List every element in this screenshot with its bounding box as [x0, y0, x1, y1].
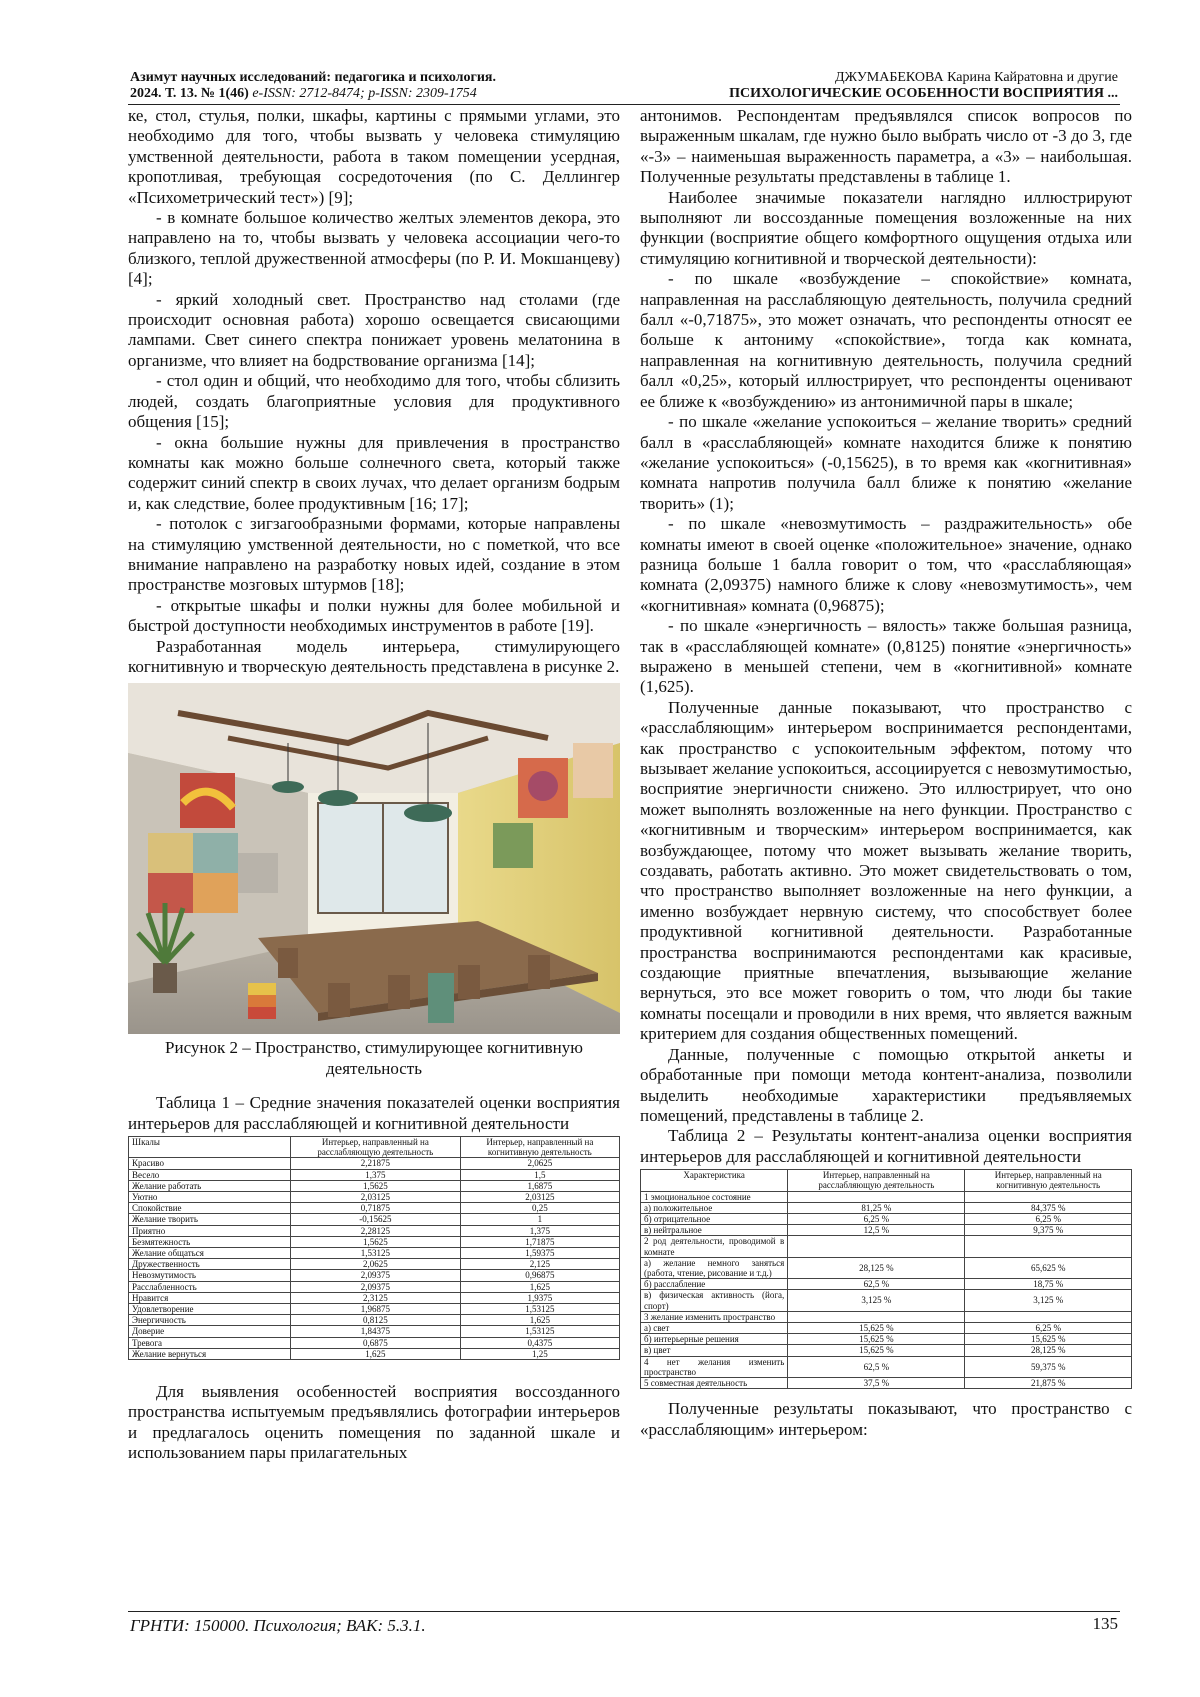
- article-header: [729, 70, 1118, 102]
- table-cell: 1,25: [460, 1348, 619, 1359]
- table-cell: 2,09375: [291, 1281, 461, 1292]
- table-row: [641, 1236, 1132, 1257]
- table-cell: 6,25 %: [965, 1322, 1132, 1333]
- table-cell: 1,53125: [291, 1248, 461, 1259]
- table-row: [129, 1281, 620, 1292]
- table-cell: 62,5 %: [788, 1356, 965, 1377]
- table-row: [129, 1158, 620, 1169]
- table-cell: 2,03125: [291, 1192, 461, 1203]
- table-cell: 1,625: [291, 1348, 461, 1359]
- table-cell: 0,25: [460, 1203, 619, 1214]
- table-row-label: Нравится: [129, 1292, 291, 1303]
- journal-issue-number: 2024. Т. 13. № 1(46): [130, 86, 249, 101]
- paragraph: Для выявления особенностей восприятия воссозданного пространства испытуемым предъявлялись фотографии интерьеров и предлагалось оценить помещения по заданной шкале и использованием пары прилагательных: [128, 1382, 620, 1463]
- table-cell: 84,375 %: [965, 1202, 1132, 1213]
- table-row-label: Желание работать: [129, 1180, 291, 1191]
- table-row-label: Уютно: [129, 1192, 291, 1203]
- paragraph: - по шкале «возбуждение – спокойствие» комната, направленная на расслабляющую деятельность, получила средний балл «-0,71875», это может означать, что респонденты относят ее больше к антониму «спокойствие», тогда как комната, направленная на когнитивную деятельность, получила средний балл «0,25», который иллюстрирует, что респонденты оценивают ее ближе к «возбуждению» из антонимичной пары в шкале;: [640, 269, 1132, 411]
- table-row-label: 4 нет желания изменить пространство: [641, 1356, 788, 1377]
- table-cell: 1: [460, 1214, 619, 1225]
- table-row-label: Безмятежность: [129, 1236, 291, 1247]
- paragraph: ке, стол, стулья, полки, шкафы, картины с прямыми углами, это необходимо для того, чтобы вызвать у человека стимуляцию умственной деятельности, работа в таком помещении усердная, кропотливая, требующая сосредоточения (по С. Деллингер «Психометрический тест») [9];: [128, 106, 620, 207]
- table-row-label: Желание творить: [129, 1214, 291, 1225]
- footer-divider: [128, 1611, 1120, 1612]
- article-running-title: ПСИХОЛОГИЧЕСКИЕ ОСОБЕННОСТИ ВОСПРИЯТИЯ ...: [729, 86, 1118, 101]
- table-header: Шкалы: [129, 1137, 291, 1158]
- table-row-label: Приятно: [129, 1225, 291, 1236]
- table-cell: 1,71875: [460, 1236, 619, 1247]
- table-row: [129, 1315, 620, 1326]
- table-row: [129, 1337, 620, 1348]
- table-row-label: 5 совместная деятельность: [641, 1377, 788, 1388]
- table-cell: 1,96875: [291, 1304, 461, 1315]
- table-row: [129, 1180, 620, 1191]
- table-row-label: Дружественность: [129, 1259, 291, 1270]
- journal-issn: e-ISSN: 2712-8474; p-ISSN: 2309-1754: [248, 86, 477, 101]
- table-header-row: [641, 1170, 1132, 1191]
- table1-caption: Таблица 1 – Средние значения показателей оценки восприятия интерьеров для расслабляющей и когнитивной деятельности: [128, 1093, 620, 1133]
- table-cell: 1,84375: [291, 1326, 461, 1337]
- table-cell: 2,0625: [291, 1259, 461, 1270]
- author-rest: Карина Кайратовна и другие: [943, 70, 1118, 85]
- table-row-label: Спокойствие: [129, 1203, 291, 1214]
- table-cell: 81,25 %: [788, 1202, 965, 1213]
- table-row-label: б) расслабление: [641, 1279, 788, 1290]
- table-row-label: б) интерьерные решения: [641, 1334, 788, 1345]
- table-cell: 1,625: [460, 1315, 619, 1326]
- table-cell: 15,625 %: [788, 1345, 965, 1356]
- table-row-label: а) положительное: [641, 1202, 788, 1213]
- table-cell: 3,125 %: [788, 1290, 965, 1311]
- journal-issue: [130, 86, 496, 102]
- table-row: [129, 1292, 620, 1303]
- article-authors: [729, 70, 1118, 86]
- table-header: Интерьер, направленный на когнитивную деятельность: [460, 1137, 619, 1158]
- table-cell: 0,71875: [291, 1203, 461, 1214]
- paragraph: - по шкале «желание успокоиться – желание творить» средний балл в «расслабляющей» комнате находится ближе к понятию «желание успокоиться» (-0,15625), в то время как «когнитивная» комната напротив получила балл ближе к понятию «желание творить» (1);: [640, 412, 1132, 513]
- paragraph: Полученные результаты показывают, что пространство с «расслабляющим» интерьером:: [640, 1399, 1132, 1439]
- table-cell: 12,5 %: [788, 1225, 965, 1236]
- table-cell: 15,625 %: [788, 1334, 965, 1345]
- table-cell: 1,625: [460, 1281, 619, 1292]
- table-cell: 37,5 %: [788, 1377, 965, 1388]
- table-cell: 2,03125: [460, 1192, 619, 1203]
- table-row-label: в) физическая активность (йога, спорт): [641, 1290, 788, 1311]
- table-cell: 0,8125: [291, 1315, 461, 1326]
- paragraph: - стол один и общий, что необходимо для того, чтобы сблизить людей, создать благоприятные условия для продуктивного общения [15];: [128, 371, 620, 432]
- table-header: Характеристика: [641, 1170, 788, 1191]
- table-cell: 15,625 %: [788, 1322, 965, 1333]
- table-cell: 1,53125: [460, 1326, 619, 1337]
- table-cell: -0,15625: [291, 1214, 461, 1225]
- table-cell: 2,21875: [291, 1158, 461, 1169]
- paragraph: Данные, полученные с помощью открытой анкеты и обработанные при помощи метода контент-анализа, позволили выделить необходимые характеристики предъявляемых помещений, представлены в таблице 2.: [640, 1044, 1132, 1125]
- table-row: [129, 1270, 620, 1281]
- table-row: [641, 1334, 1132, 1345]
- table-cell: 65,625 %: [965, 1257, 1132, 1278]
- table-header: Интерьер, направленный на когнитивную деятельность: [965, 1170, 1132, 1191]
- table-row-label: Удовлетворение: [129, 1304, 291, 1315]
- table-cell: 59,375 %: [965, 1356, 1132, 1377]
- table-cell: 2,3125: [291, 1292, 461, 1303]
- paragraph: Разработанная модель интерьера, стимулирующего когнитивную и творческую деятельность представлена в рисунке 2.: [128, 636, 620, 676]
- table-cell: 0,6875: [291, 1337, 461, 1348]
- table-row: [641, 1322, 1132, 1333]
- table-row: [129, 1169, 620, 1180]
- table-row: [129, 1304, 620, 1315]
- table-header-row: [129, 1137, 620, 1158]
- table-row: [129, 1259, 620, 1270]
- table-row: [129, 1192, 620, 1203]
- table-row: [641, 1202, 1132, 1213]
- table-1: [128, 1136, 620, 1360]
- table-row: [641, 1356, 1132, 1377]
- table-2: [640, 1169, 1132, 1389]
- table-header: Интерьер, направленный на расслабляющую деятельность: [788, 1170, 965, 1191]
- table-cell: 0,96875: [460, 1270, 619, 1281]
- table-cell: [788, 1311, 965, 1322]
- table-row: [641, 1213, 1132, 1224]
- table-cell: 1,53125: [460, 1304, 619, 1315]
- paragraph: - по шкале «энергичность – вялость» также большая разница, так в «расслабляющей комнате» (0,8125) понятие «энергичность» выражено в меньшей степени, чем в «когнитивной» комнате (1,625).: [640, 616, 1132, 697]
- footer-classification: ГРНТИ: 150000. Психология; ВАК: 5.3.1.: [130, 1616, 426, 1635]
- page-number: 135: [1092, 1614, 1118, 1633]
- table-row: [129, 1348, 620, 1359]
- table-row-label: 2 род деятельности, проводимой в комнате: [641, 1236, 788, 1257]
- table-row: [641, 1257, 1132, 1278]
- paragraph: Полученные данные показывают, что пространство с «расслабляющим» интерьером воспринимается респондентами, как пространство с успокоительным эффектом, потому что вызывает желание успокоиться, ассоциируется с невозмутимостью, восприятие энергичности снижено. Это иллюстрирует, что оно может выполнять возложенные на него функции. Пространство с «когнитивным и творческим» интерьером воспринимается, как возбуждающее, потому что может вызывать желание творить, создавать, работать активно. Это может свидетельствовать о том, что пространство выполняет возложенные на него функции, а именно возбуждает нервную систему, что способствует более продуктивной когнитивной деятельности. Разработанные пространства воспринимаются респондентами как красивые, создающие приятные впечатления, вызывающие желание вернуться, это все может говорить о том, что люди бы такие комнаты посещали и проводили в них время, что является важным критерием для создания общественных помещений.: [640, 697, 1132, 1044]
- table-cell: 2,0625: [460, 1158, 619, 1169]
- table-row-label: Весело: [129, 1169, 291, 1180]
- table-cell: 3,125 %: [965, 1290, 1132, 1311]
- table-row-label: 3 желание изменить пространство: [641, 1311, 788, 1322]
- table-row-label: Энергичность: [129, 1315, 291, 1326]
- table-row-label: в) цвет: [641, 1345, 788, 1356]
- table-cell: 1,6875: [460, 1180, 619, 1191]
- table-cell: [965, 1311, 1132, 1322]
- table2-caption: Таблица 2 – Результаты контент-анализа оценки восприятия интерьеров для расслабляющей и когнитивной деятельности: [640, 1126, 1132, 1166]
- table-row-label: Желание общаться: [129, 1248, 291, 1259]
- table-row-label: Доверие: [129, 1326, 291, 1337]
- table-cell: [788, 1191, 965, 1202]
- table-cell: 18,75 %: [965, 1279, 1132, 1290]
- right-column: [640, 106, 1132, 1440]
- table-row: [641, 1377, 1132, 1388]
- table-cell: 28,125 %: [965, 1345, 1132, 1356]
- table-row: [129, 1326, 620, 1337]
- journal-title: Азимут научных исследований: педагогика и психология.: [130, 70, 497, 85]
- table-cell: 1,375: [291, 1169, 461, 1180]
- table-row: [641, 1311, 1132, 1322]
- table-cell: 21,875 %: [965, 1377, 1132, 1388]
- table-cell: 15,625 %: [965, 1334, 1132, 1345]
- paragraph: Наиболее значимые показатели наглядно иллюстрируют выполняют ли воссозданные помещения возложенные на них функции (восприятие общего комфортного ощущения отдыха или стимуляцию когнитивной и творческой деятельности):: [640, 187, 1132, 268]
- table-cell: 1,5: [460, 1169, 619, 1180]
- table-cell: [788, 1236, 965, 1257]
- interior-illustration: [128, 683, 620, 1034]
- table-header: Интерьер, направленный на расслабляющую деятельность: [291, 1137, 461, 1158]
- table-row: [641, 1225, 1132, 1236]
- paragraph: - по шкале «невозмутимость – раздражительность» обе комнаты имеют в своей оценке «положительное» значение, однако разница больше 1 балла говорит о том, что «расслабляющая» комната (2,09375) намного ближе к слову «невозмутимость», чем «когнитивная» комната (0,96875);: [640, 514, 1132, 615]
- author-surname: ДЖУМАБЕКОВА: [834, 70, 944, 85]
- table-cell: 6,25 %: [788, 1213, 965, 1224]
- paragraph: - окна большие нужны для привлечения в пространство комнаты как можно больше солнечного света, который также содержит синий спектр в своих лучах, что делает организм бодрым и, как следствие, более продуктивным [16; 17];: [128, 432, 620, 513]
- table-cell: 9,375 %: [965, 1225, 1132, 1236]
- table-cell: 1,375: [460, 1225, 619, 1236]
- table-cell: 1,5625: [291, 1180, 461, 1191]
- journal-header: [130, 70, 496, 102]
- table-row-label: Тревога: [129, 1337, 291, 1348]
- table-row: [129, 1214, 620, 1225]
- figure-caption: Рисунок 2 – Пространство, стимулирующее когнитивную деятельность: [165, 1038, 583, 1078]
- table-row-label: Красиво: [129, 1158, 291, 1169]
- table-row-label: 1 эмоциональное состояние: [641, 1191, 788, 1202]
- table-row: [129, 1225, 620, 1236]
- table-cell: 2,28125: [291, 1225, 461, 1236]
- table-row-label: в) нейтральное: [641, 1225, 788, 1236]
- paragraph: - открытые шкафы и полки нужны для более мобильной и быстрой доступности необходимых инструментов в работе [19].: [128, 595, 620, 636]
- table-row: [129, 1248, 620, 1259]
- table-cell: 2,125: [460, 1259, 619, 1270]
- table-row-label: Расслабленность: [129, 1281, 291, 1292]
- table-row: [129, 1236, 620, 1247]
- table-cell: 1,59375: [460, 1248, 619, 1259]
- table-cell: [965, 1191, 1132, 1202]
- table-cell: 62,5 %: [788, 1279, 965, 1290]
- header-divider: [128, 104, 1120, 105]
- table-row: [641, 1279, 1132, 1290]
- table-row: [129, 1203, 620, 1214]
- table-row-label: б) отрицательное: [641, 1213, 788, 1224]
- paragraph: - потолок с зигзагообразными формами, которые направлены на стимуляцию умственной деятельности, но с пометкой, что все внимание направлено на разработку новых идей, создание в этом пространстве мозговых штурмов [18];: [128, 514, 620, 595]
- table-cell: 1,9375: [460, 1292, 619, 1303]
- table-row-label: Невозмутимость: [129, 1270, 291, 1281]
- table-row-label: Желание вернуться: [129, 1348, 291, 1359]
- table-row: [641, 1290, 1132, 1311]
- table-cell: 28,125 %: [788, 1257, 965, 1278]
- interior-render-image: [128, 683, 620, 1034]
- table-row: [641, 1345, 1132, 1356]
- table-cell: 6,25 %: [965, 1213, 1132, 1224]
- table-row-label: а) свет: [641, 1322, 788, 1333]
- table-cell: 0,4375: [460, 1337, 619, 1348]
- table-row: [641, 1191, 1132, 1202]
- paragraph: антонимов. Респондентам предъявлялся список вопросов по выраженным шкалам, где нужно было выбрать число от -3 до 3, где «-3» – наименьшая выраженность параметра, а «3» – наибольшая. Полученные результаты представлены в таблице 1.: [640, 106, 1132, 187]
- paragraph: - в комнате большое количество желтых элементов декора, это направлено на то, чтобы вызвать у человека ассоциации чего-то близкого, теплой дружественной атмосферы (по Р. И. Мокшанцеву) [4];: [128, 208, 620, 289]
- left-column: [128, 106, 620, 1464]
- table-cell: 1,5625: [291, 1236, 461, 1247]
- table-row-label: а) желание немного заняться (работа, чтение, рисование и т.д.): [641, 1257, 788, 1278]
- table-cell: 2,09375: [291, 1270, 461, 1281]
- paragraph: - яркий холодный свет. Пространство над столами (где происходит основная работа) хорошо освещается свисающими лампами. Свет синего спектра понижает уровень мелатонина в организме, что влияет на бодрствование организма [14];: [128, 289, 620, 370]
- table-cell: [965, 1236, 1132, 1257]
